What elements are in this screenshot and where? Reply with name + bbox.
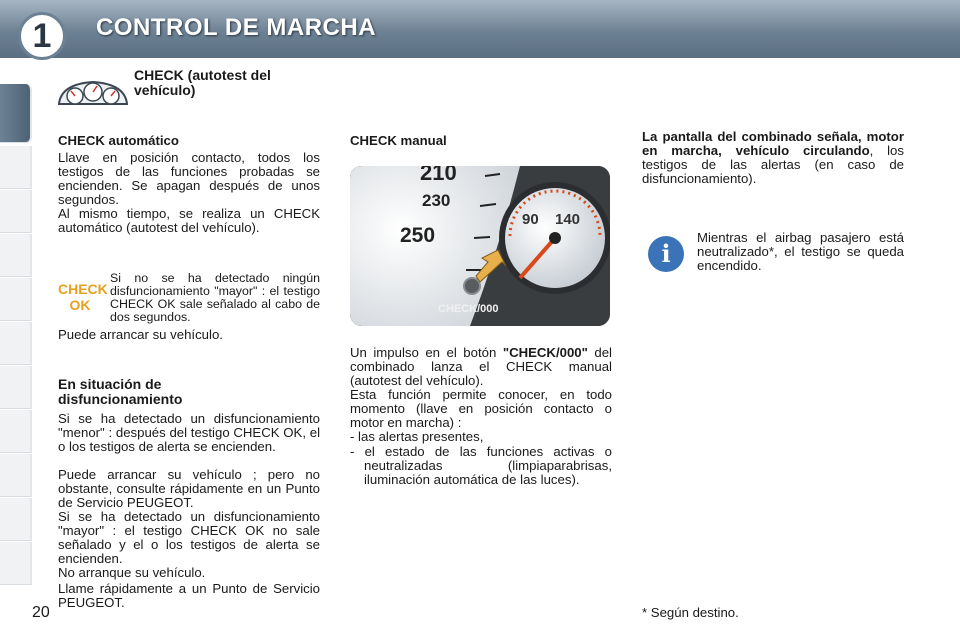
page-header <box>0 0 960 58</box>
paragraph: Puede arrancar su vehículo ; pero no obstante, consulte rápidamente en un Punto de Servicio PEUGEOT. <box>58 467 320 510</box>
paragraph: Llame rápidamente a un Punto de Servicio PEUGEOT. <box>58 581 320 610</box>
instrument-cluster-photo <box>350 166 610 326</box>
chapter-tab-active[interactable] <box>0 84 32 143</box>
chapter-tab[interactable] <box>0 454 32 497</box>
check-ok-icon: CHECK OK <box>58 281 108 313</box>
page-title: CONTROL DE MARCHA <box>96 14 377 41</box>
alerts-list <box>350 430 612 488</box>
speed-label: 210 <box>420 166 457 185</box>
list-item: - las alertas presentes, <box>350 429 484 444</box>
chapter-tab[interactable] <box>0 542 32 585</box>
paragraph: Esta función permite conocer, en todo momento (llave en posición contacto o motor en marcha) : <box>350 387 612 430</box>
check-ok-note: Si no se ha detectado ningún disfuncionamiento "mayor" : el testigo CHECK OK sale señalado al cabo de dos segundos. <box>110 271 320 324</box>
paragraph: Puede arrancar su vehículo. <box>58 327 223 342</box>
chapter-tab[interactable] <box>0 234 32 277</box>
chapter-tab[interactable] <box>0 366 32 409</box>
temp-label: 90 <box>522 211 539 228</box>
heading-malfunction: En situación de disfuncionamiento <box>58 376 183 407</box>
text: Un impulso en el botón <box>350 345 503 360</box>
list-item: - el estado de las funciones activas o neutralizadas (limpiaparabrisas, iluminación automática de las luces). <box>350 444 612 487</box>
chapter-tab[interactable] <box>0 190 32 233</box>
chapter-tab[interactable] <box>0 146 32 189</box>
page-number: 20 <box>32 604 50 621</box>
paragraph: No arranque su vehículo. <box>58 565 206 580</box>
info-note: Mientras el airbag pasajero está neutralizado*, el testigo se queda encendido. <box>697 230 904 273</box>
paragraph: Si se ha detectado un disfuncionamiento "mayor" : el testigo CHECK OK no sale señalado y el o los testigos de alerta se encienden. <box>58 509 320 566</box>
instrument-cluster-icon <box>57 78 129 106</box>
paragraph-check-button <box>350 346 612 388</box>
speed-label: 230 <box>422 191 451 210</box>
heading-check-automatic: CHECK automático <box>58 133 179 148</box>
temp-label: 140 <box>555 211 581 228</box>
chapter-badge: 1 <box>18 12 66 60</box>
chapter-tab[interactable] <box>0 322 32 365</box>
footnote: * Según destino. <box>642 605 739 620</box>
paragraph: Al mismo tiempo, se realiza un CHECK automático (autotest del vehículo). <box>58 206 320 235</box>
chapter-tab[interactable] <box>0 410 32 453</box>
chapter-tabs <box>0 66 34 576</box>
button-name: "CHECK/000" <box>502 345 588 360</box>
speed-label: 250 <box>400 224 436 247</box>
bold-text: La pantalla del combinado señala, motor en marcha, vehículo circulando <box>642 129 904 158</box>
info-icon: i <box>648 236 684 272</box>
heading-check-manual: CHECK manual <box>350 133 447 148</box>
gauge-illustration <box>350 166 610 326</box>
chapter-tab[interactable] <box>0 498 32 541</box>
text: , los testigos de las alertas (en caso de disfuncionamiento). <box>642 143 904 186</box>
text: del combinado lanza el CHECK manual (autotest del vehículo). <box>350 345 612 388</box>
check-button-label: CHECK/000 <box>438 303 499 315</box>
paragraph: Llave en posición contacto, todos los testigos de las funciones probadas se encienden. Se apagan después de unos segundos. <box>58 150 320 207</box>
section-title-check: CHECK (autotest del vehículo) <box>134 67 271 98</box>
paragraph: Si se ha detectado un disfuncionamiento "menor" : después del testigo CHECK OK, el o los testigos de alerta se encienden. <box>58 411 320 454</box>
chapter-tab[interactable] <box>0 278 32 321</box>
paragraph-display <box>642 130 904 186</box>
